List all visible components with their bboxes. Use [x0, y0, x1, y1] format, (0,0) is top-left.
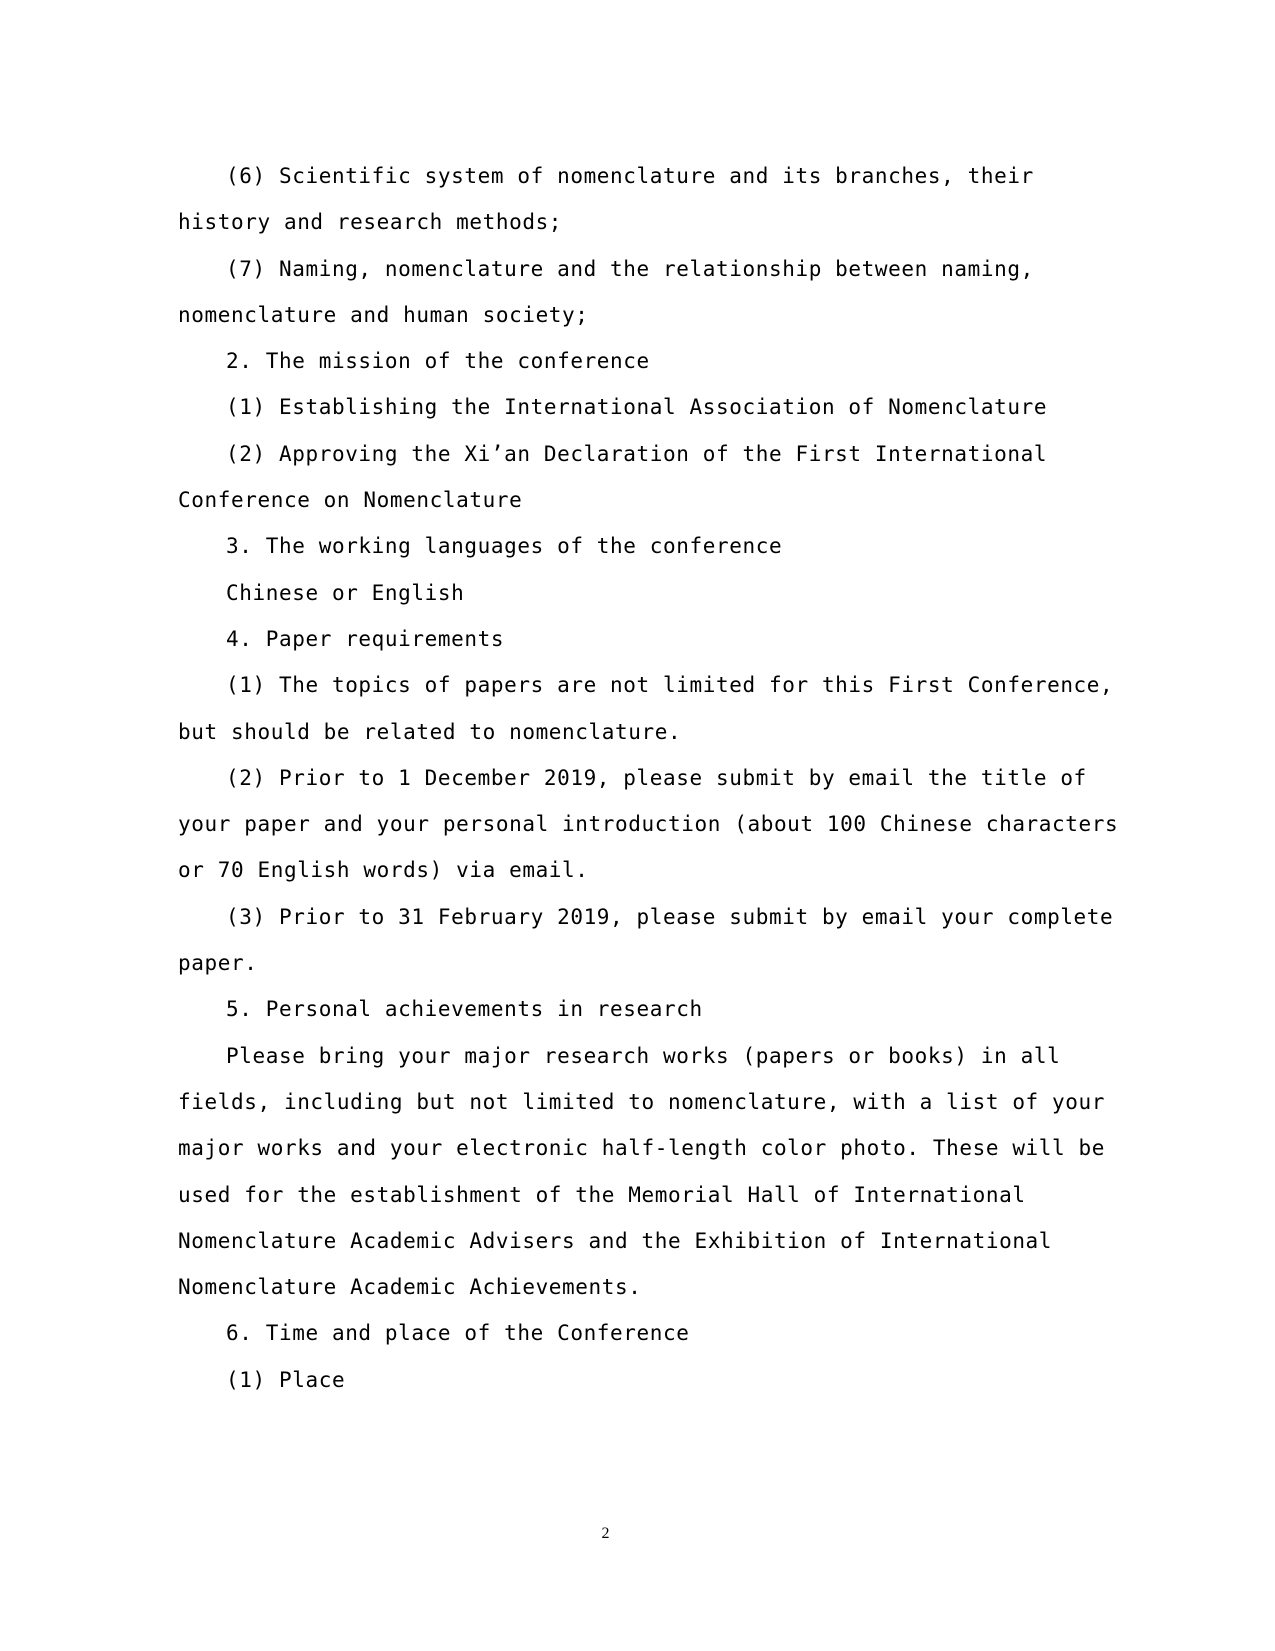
text-line: (2) Prior to 1 December 2019, please submit by email the title of	[226, 765, 1087, 790]
text-line: paper.	[178, 951, 258, 976]
text-line: (1) Establishing the International Association of Nomenclature	[226, 395, 1048, 420]
text-line: used for the establishment of the Memorial Hall of International	[178, 1182, 1026, 1207]
text-line: (1) The topics of papers are not limited for this First Conference,	[226, 673, 1114, 698]
text-line: 3. The working languages of the conference	[226, 534, 783, 559]
text-line: (6) Scientific system of nomenclature and its branches, their	[226, 164, 1034, 188]
text-line: fields, including but not limited to nomenclature, with a list of your	[178, 1089, 1106, 1114]
text-line: 6. Time and place of the Conference	[226, 1321, 690, 1346]
text-line: Conference on Nomenclature	[178, 488, 523, 513]
text-line: nomenclature and human society;	[178, 302, 589, 327]
text-line: (1) Place	[226, 1367, 346, 1392]
text-line: Nomenclature Academic Achievements.	[178, 1275, 642, 1300]
text-line: your paper and your personal introduction (about 100 Chinese characters	[178, 812, 1119, 837]
text-line: (7) Naming, nomenclature and the relationship between naming,	[226, 256, 1034, 281]
text-line: Nomenclature Academic Advisers and the Exhibition of International	[178, 1228, 1053, 1253]
text-line: 4. Paper requirements	[226, 626, 505, 651]
text-line: 5. Personal achievements in research	[226, 997, 703, 1022]
text-line: Chinese or English	[226, 580, 465, 605]
text-line: (3) Prior to 31 February 2019, please submit by email your complete	[226, 904, 1114, 929]
text-line: Please bring your major research works (papers or books) in all	[226, 1043, 1061, 1068]
text-line: but should be related to nomenclature.	[178, 719, 682, 744]
page-number: 2	[601, 1525, 610, 1542]
text-line: major works and your electronic half-length color photo. These will be	[178, 1136, 1106, 1161]
text-line: (2) Approving the Xi’an Declaration of the First International	[226, 441, 1048, 466]
text-line: 2. The mission of the conference	[226, 349, 650, 374]
text-line: or 70 English words) via email.	[178, 858, 589, 883]
text-line: history and research methods;	[178, 210, 563, 235]
body-text	[178, 153, 1119, 1403]
